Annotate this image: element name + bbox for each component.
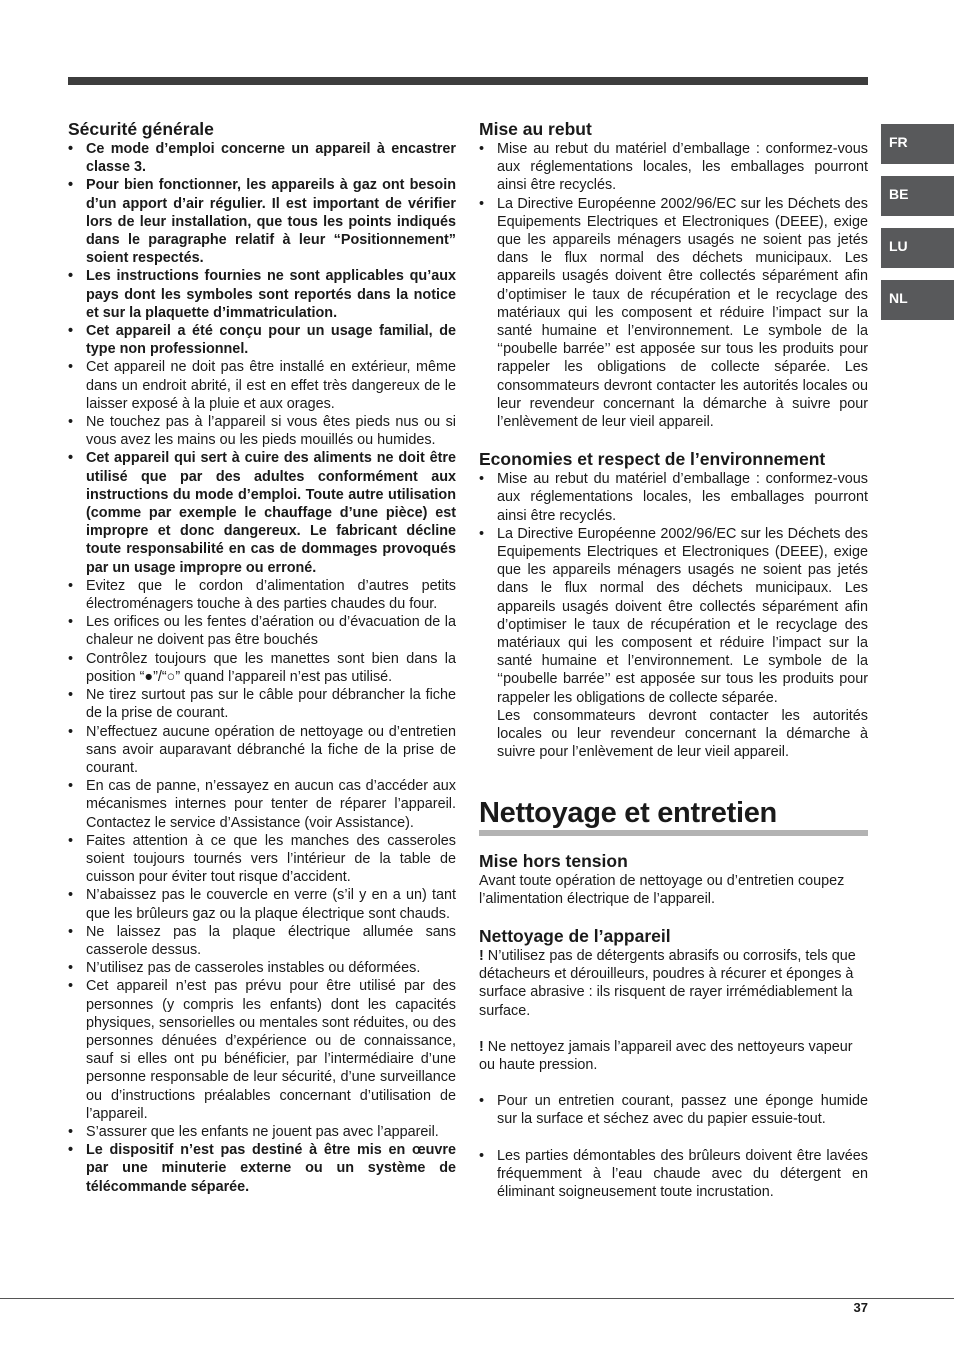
- list-item: • N’utilisez pas de casseroles instables ou déformées.: [68, 959, 456, 977]
- list-item: • La Directive Européenne 2002/96/EC sur les Déchets des Equipements Electriques et Electroniques (DEEE), exige que les appareils ménagers usagés ne soient pas jetés dans le flux normal des déchets municipaux. Les appareils usagés doivent être collectés séparément afin d’optimiser le taux de récupération et le recyclage des matériaux qui les composent et réduire l’impact sur la santé humaine et l’environnement. Le symbole de la ‘‘poubelle barrée’’ est apposée sur tous les produits pour rappeler les obligations de collecte séparée.: [479, 525, 868, 707]
- warning-icon: !: [479, 1038, 484, 1055]
- warning-vapeur: [479, 1038, 868, 1074]
- warning-text: Ne nettoyez jamais l’appareil avec des nettoyeurs vapeur ou haute pression.: [479, 1038, 853, 1073]
- section-heading-rebut: Mise au rebut: [479, 119, 592, 139]
- list-item: • Pour bien fonctionner, les appareils à gaz ont besoin d’un apport d’air régulier. Il est important de vérifier lors de leur installation, que tous les points indiqués dans le paragraphe relatif à leur “Positionnement” soient respectés.: [68, 176, 456, 267]
- nettoyage-list-2: [479, 1147, 868, 1202]
- list-item: • Ne touchez pas à l’appareil si vous êtes pieds nus ou si vous avez les mains ou les pieds mouillés ou humides.: [68, 413, 456, 449]
- section-heading-tension: Mise hors tension: [479, 850, 628, 871]
- list-item: • Faites attention à ce que les manches des casseroles soient toujours tournés vers l’intérieur de la table de cuisson pour éviter tout risque d’accident.: [68, 832, 456, 887]
- rebut-list: [479, 140, 868, 431]
- section-heading-securite: Sécurité générale: [68, 119, 214, 139]
- list-item: • Cet appareil qui sert à cuire des aliments ne doit être utilisé que par des adultes conformément aux instructions du mode d’emploi. Toute autre utilisation (comme par exemple le chauffage d’une pièce) est impropre et donc dangereux. Le fabricant décline toute responsabilité en cas de dommages provoqués par un usage impropre ou erroné.: [68, 449, 456, 576]
- lang-tab-fr[interactable]: FR: [881, 124, 954, 164]
- tension-text: Avant toute opération de nettoyage ou d’entretien coupez l’alimentation électrique de l’appareil.: [479, 872, 845, 907]
- list-item: • La Directive Européenne 2002/96/EC sur les Déchets des Equipements Electriques et Electroniques (DEEE), exige que les appareils ménagers usagés ne soient pas jetés dans le flux normal des déchets municipaux. Les appareils usagés doivent être collectés séparément afin d’optimiser le taux de récupération et le recyclage des matériaux qui les composent et réduire l’impact sur la santé humaine et l’environnement. Le symbole de la ‘‘poubelle barrée’’ est apposée sur tous les produits pour rappeler les obligations de collecte séparée. Les consommateurs devront contacter les autorités locales ou leur revendeur concernant la démarche à suivre pour l’enlèvement de leur vieil appareil.: [479, 195, 868, 432]
- warning-text: N’utilisez pas de détergents abrasifs ou corrosifs, tels que détacheurs et dérouilleurs, poudres à récurer et éponges à surface abrasive : ils risquent de rayer irrémédiablement la surface.: [479, 947, 856, 1019]
- left-column: [68, 118, 456, 1196]
- list-item: • Pour un entretien courant, passez une éponge humide sur la surface et séchez avec du papier essuie-tout.: [479, 1092, 868, 1128]
- list-item: • Mise au rebut du matériel d’emballage : conformez-vous aux réglementations locales, les emballages pourront ainsi être recyclés.: [479, 470, 868, 525]
- language-tabs: [881, 124, 954, 332]
- list-item: • N’abaissez pas le couvercle en verre (s’il y en a un) tant que les brûleurs gaz ou la plaque électrique sont chauds.: [68, 886, 456, 922]
- lang-tab-lu[interactable]: LU: [881, 228, 954, 268]
- lang-tab-nl[interactable]: NL: [881, 280, 954, 320]
- page-title: Nettoyage et entretien: [479, 796, 868, 836]
- list-item: • N’effectuez aucune opération de nettoyage ou d’entretien sans avoir auparavant débranché la fiche de la prise de courant.: [68, 723, 456, 778]
- right-column: [479, 118, 868, 1201]
- list-item: • S’assurer que les enfants ne jouent pas avec l’appareil.: [68, 1123, 456, 1141]
- economies-continuation: Les consommateurs devront contacter les autorités locales ou leur revendeur concernant la démarche à suivre pour l’enlèvement de leur vieil appareil.: [497, 707, 868, 761]
- list-item: • Cet appareil ne doit pas être installé en extérieur, même dans un endroit abrité, il est en effet très dangereux de le laisser exposé à la pluie et aux orages.: [68, 358, 456, 413]
- list-item: • Cet appareil n’est pas prévu pour être utilisé par des personnes (y compris les enfants) dont les capacités physiques, sensorielles ou mentales sont réduites, ou des personnes dénuées d’expérience ou de connaissance, sauf si elles ont pu bénéficier, par l’intermédiaire d’une personne responsable de leur sécurité, d’une surveillance ou d’instructions préalables concernant d’utilisation de l’appareil.: [68, 977, 456, 1123]
- page-number: 37: [853, 1300, 868, 1315]
- warning-icon: !: [479, 947, 484, 964]
- list-item: • Cet appareil a été conçu pour un usage familial, de type non professionnel.: [68, 322, 456, 358]
- list-item: • Ne laissez pas la plaque électrique allumée sans casserole dessus.: [68, 923, 456, 959]
- list-item: • Le dispositif n’est pas destiné à être mis en œuvre par une minuterie externe ou un système de télécommande séparée.: [68, 1141, 456, 1196]
- list-item: • Ce mode d’emploi concerne un appareil à encastrer classe 3.: [68, 140, 456, 176]
- list-item: • Les instructions fournies ne sont applicables qu’aux pays dont les symboles sont reportés dans la notice et sur la plaquette d’immatriculation.: [68, 267, 456, 322]
- list-item: • Les orifices ou les fentes d’aération ou d’évacuation de la chaleur ne doivent pas être bouchés: [68, 613, 456, 649]
- nettoyage-list: [479, 1092, 868, 1128]
- section-heading-economies: Economies et respect de l’environnement: [479, 449, 826, 470]
- warning-abrasifs: [479, 947, 868, 1020]
- list-item: • Evitez que le cordon d’alimentation d’autres petits électroménagers touche à des parties chaudes du four.: [68, 577, 456, 613]
- lang-tab-be[interactable]: BE: [881, 176, 954, 216]
- footer-rule: [0, 1298, 954, 1299]
- section-heading-nettoyage: Nettoyage de l’appareil: [479, 925, 671, 946]
- safety-list: [68, 140, 456, 1196]
- economies-list: [479, 470, 868, 707]
- list-item: • Mise au rebut du matériel d’emballage : conformez-vous aux réglementations locales, les emballages pourront ainsi être recyclés.: [479, 140, 868, 195]
- list-item: • Contrôlez toujours que les manettes sont bien dans la position “●”/“○” quand l’appareil n’est pas utilisé.: [68, 650, 456, 686]
- list-item: • En cas de panne, n’essayez en aucun cas d’accéder aux mécanismes internes pour tenter de réparer l’appareil. Contactez le service d’Assistance (voir Assistance).: [68, 777, 456, 832]
- list-item: • Les parties démontables des brûleurs doivent être lavées fréquemment à l’eau chaude avec du détergent en éliminant soigneusement toute incrustation.: [479, 1147, 868, 1202]
- header-bar: [68, 77, 868, 85]
- list-item: • Ne tirez surtout pas sur le câble pour débrancher la fiche de la prise de courant.: [68, 686, 456, 722]
